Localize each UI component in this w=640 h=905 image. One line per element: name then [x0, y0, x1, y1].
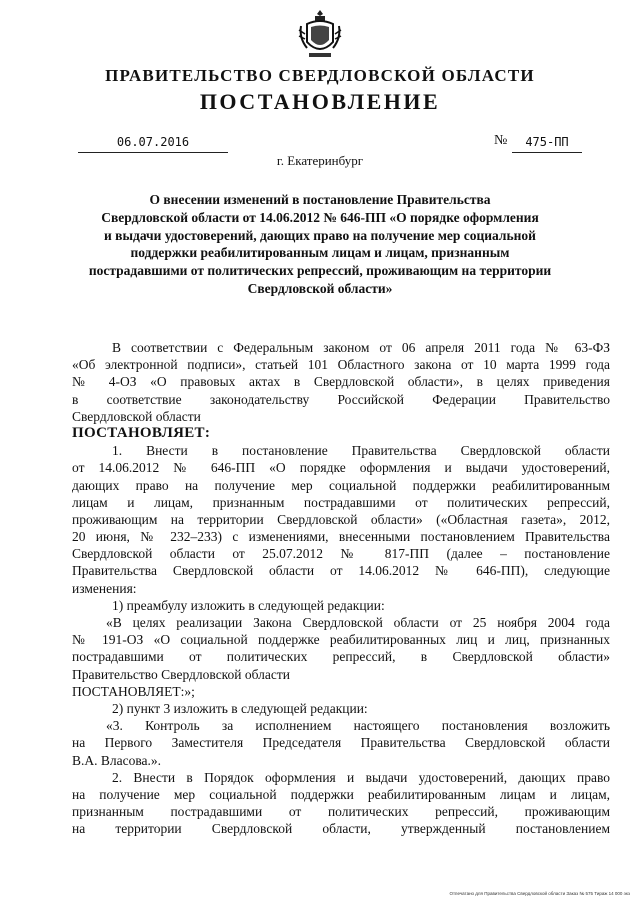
- document-number: 475-ПП: [512, 135, 582, 153]
- document-body: [72, 339, 610, 837]
- body-line: от 14.06.2012 № 646-ПП «О порядке оформления и выдачи удостоверений,: [72, 460, 610, 476]
- body-line: на Первого Заместителя Председателя Правительства Свердловской области: [72, 735, 610, 751]
- number-sign: №: [494, 133, 508, 148]
- body-line: 1) преамбулу изложить в следующей редакции:: [112, 597, 385, 613]
- body-line: 1. Внести в постановление Правительства Свердловской области: [112, 443, 610, 459]
- title-line: пострадавшими от политических репрессий, проживающим на территории: [88, 263, 552, 279]
- body-line: признанным пострадавшими от политических репрессий, проживающим: [72, 804, 610, 820]
- body-line: на получение мер социальной поддержки реабилитированным лицам и лицам,: [72, 786, 610, 802]
- body-line: на территории Свердловской области, утвержденный постановлением: [72, 821, 610, 837]
- body-line: в соответствие законодательству Российской Федерации Правительство: [72, 391, 610, 407]
- body-line: 2) пункт 3 изложить в следующей редакции:: [112, 700, 368, 716]
- document-type: ПОСТАНОВЛЕНИЕ: [199, 89, 441, 114]
- body-line: Правительства Свердловской области от 14.06.2012 № 646-ПП), следующие: [72, 563, 610, 579]
- body-line: В соответствии с Федеральным законом от 06 апреля 2011 года № 63-ФЗ: [112, 340, 610, 355]
- title-line: поддержки реабилитированным лицам и лицам, признанным: [130, 245, 510, 261]
- coat-of-arms-emblem: [297, 8, 343, 60]
- body-line: пострадавшими от политических репрессий, в Свердловской области»: [72, 649, 610, 665]
- body-line: 20 июня, № 232–233) с изменениями, внесенными постановлением Правительства: [72, 529, 610, 545]
- body-line: изменения:: [72, 580, 137, 596]
- body-line: ПОСТАНОВЛЯЕТ:»;: [72, 683, 195, 699]
- title-line: Свердловской области»: [247, 280, 393, 296]
- title-line: и выдачи удостоверений, дающих право на получение мер социальной: [104, 227, 536, 243]
- body-line: № 4-ОЗ «О правовых актах в Свердловской области», в целях приведения: [72, 374, 610, 390]
- city: г. Екатеринбург: [276, 153, 364, 168]
- body-line: Свердловской области: [72, 408, 201, 424]
- body-line: «3. Контроль за исполнением настоящего постановления возложить: [106, 718, 610, 734]
- document-date: 06.07.2016: [78, 135, 228, 153]
- body-line: «Об электронной подписи», статьей 101 Областного закона от 10 марта 1999 года: [72, 357, 610, 373]
- body-line: «В целях реализации Закона Свердловской области от 25 ноября 2004 года: [106, 615, 610, 630]
- body-line: Правительство Свердловской области: [72, 666, 291, 682]
- body-line: № 191-ОЗ «О социальной поддержке реабилитированных лиц и лиц, признанных: [72, 632, 610, 648]
- body-line: проживающим на территории Свердловской области» («Областная газета», 2012,: [72, 511, 610, 527]
- resolves-heading: ПОСТАНОВЛЯЕТ:: [72, 424, 211, 441]
- body-line: 2. Внести в Порядок оформления и выдачи удостоверений, дающих право: [112, 769, 610, 785]
- document-title: [75, 191, 565, 298]
- print-footer: Отпечатано для Правительства Свердловской области Заказ № 575 Тираж 14 000 экз: [449, 891, 630, 896]
- body-line: дающих право на получение мер социальной поддержки реабилитированным: [72, 477, 610, 493]
- organization-name: ПРАВИТЕЛЬСТВО СВЕРДЛОВСКОЙ ОБЛАСТИ: [105, 66, 535, 85]
- body-line: В.А. Власова.».: [72, 752, 162, 768]
- title-line: О внесении изменений в постановление Правительства: [149, 192, 491, 207]
- body-line: Свердловской области от 25.07.2012 № 817-ПП (далее – постановление: [72, 546, 610, 562]
- body-line: лицам и лицам, признанным пострадавшими от политических репрессий,: [72, 494, 610, 510]
- title-line: Свердловской области от 14.06.2012 № 646-ПП «О порядке оформления: [101, 209, 539, 225]
